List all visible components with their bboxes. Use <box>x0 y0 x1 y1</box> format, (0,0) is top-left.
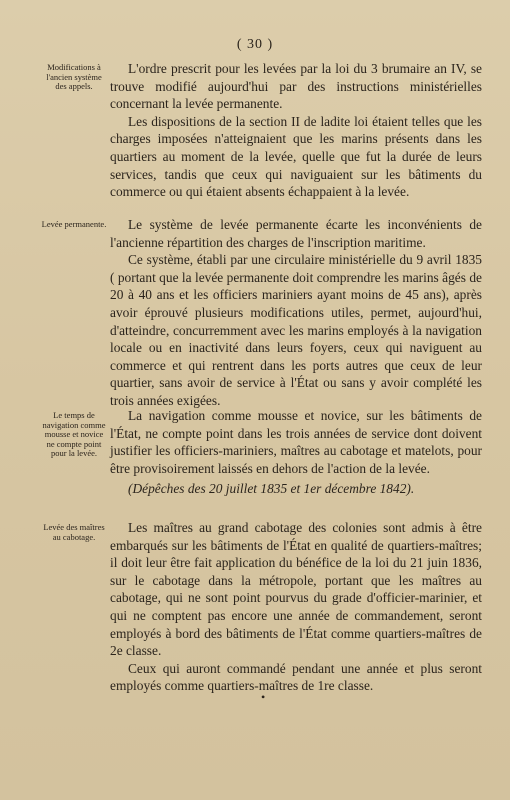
paragraph: Les maîtres au grand cabotage des colonies sont admis à être embarqués sur les bâtiments de l'État en qualité de quartiers-maîtres; il doit leur être fait application du bénéfice de la loi du 21 juin 1836, sur le cabotage dans la métropole, portant que les maîtres au cabotage, qui ne sont point pourvus du grade d'officier-marinier, et qui ne comptent pas encore une année de commandement, seront employés à bord des bâtiments de l'État comme quartiers-maîtres de 2e classe. <box>110 520 482 659</box>
paragraph: Ceux qui auront commandé pendant une année et plus seront employés comme quartiers-maîtres de 1re classe. <box>110 660 482 694</box>
paragraph: Ce système, établi par une circulaire ministérielle du 9 avril 1835 ( portant que la levée permanente doit comprendre les marins âgés de 20 à 40 ans et les officiers mariniers ayant moins de 45 ans), après avoir éprouvé plusieurs modifications utiles, permet, aujourd'hui, d'atteindre, concurremment avec les marins employés à la navigation locale ou en inactivité dans leurs foyers, ceux qui naviguent au commerce et qui rentrent dans les ports autres que ceux de leur quartier, sans avoir de service à l'État ou sans y avoir complété les trois années exigées. <box>110 252 482 408</box>
paragraph: La navigation comme mousse et novice, sur les bâtiments de l'État, ne compte point dans les trois années de service dont doivent justifier les officiers-mariniers, maîtres au cabotage et matelots, pour être provisoirement laissés en dehors de l'action de la levée. <box>110 408 482 476</box>
paragraph: Le système de levée permanente écarte les inconvénients de l'ancienne répartition des charges de l'inscription maritime. <box>110 217 482 250</box>
citation: (Dépêches des 20 juillet 1835 et 1er décembre 1842). <box>128 481 415 497</box>
section-body <box>110 407 482 498</box>
footer-mark: • <box>261 690 266 704</box>
paragraph: Les dispositions de la section II de ladite loi étaient telles que les charges imposées n'atteignaient que les marins présents dans les quartiers au moment de la levée, quelle que fut la durée de leurs services, tandis que ceux qui naviguaient sur les bâtiments du commerce ou qui étaient absents échappaient à la levée. <box>110 113 482 200</box>
margin-note: Modifications à l'ancien système des appels. <box>46 62 102 91</box>
paragraph: L'ordre prescrit pour les levées par la loi du 3 brumaire an IV, se trouve modifié aujourd'hui par des instructions ministérielles concernant la levée permanente. <box>110 61 482 112</box>
section-body <box>110 60 482 201</box>
margin-note: Levée permanente. <box>41 219 107 229</box>
margin-note: Le temps de navigation comme mousse et novice ne compte point pour la levée. <box>42 410 106 458</box>
page-number: ( 30 ) <box>236 37 274 52</box>
section-body <box>110 216 482 410</box>
section-body <box>110 519 482 695</box>
margin-note: Levée des maîtres au cabotage. <box>43 522 105 542</box>
